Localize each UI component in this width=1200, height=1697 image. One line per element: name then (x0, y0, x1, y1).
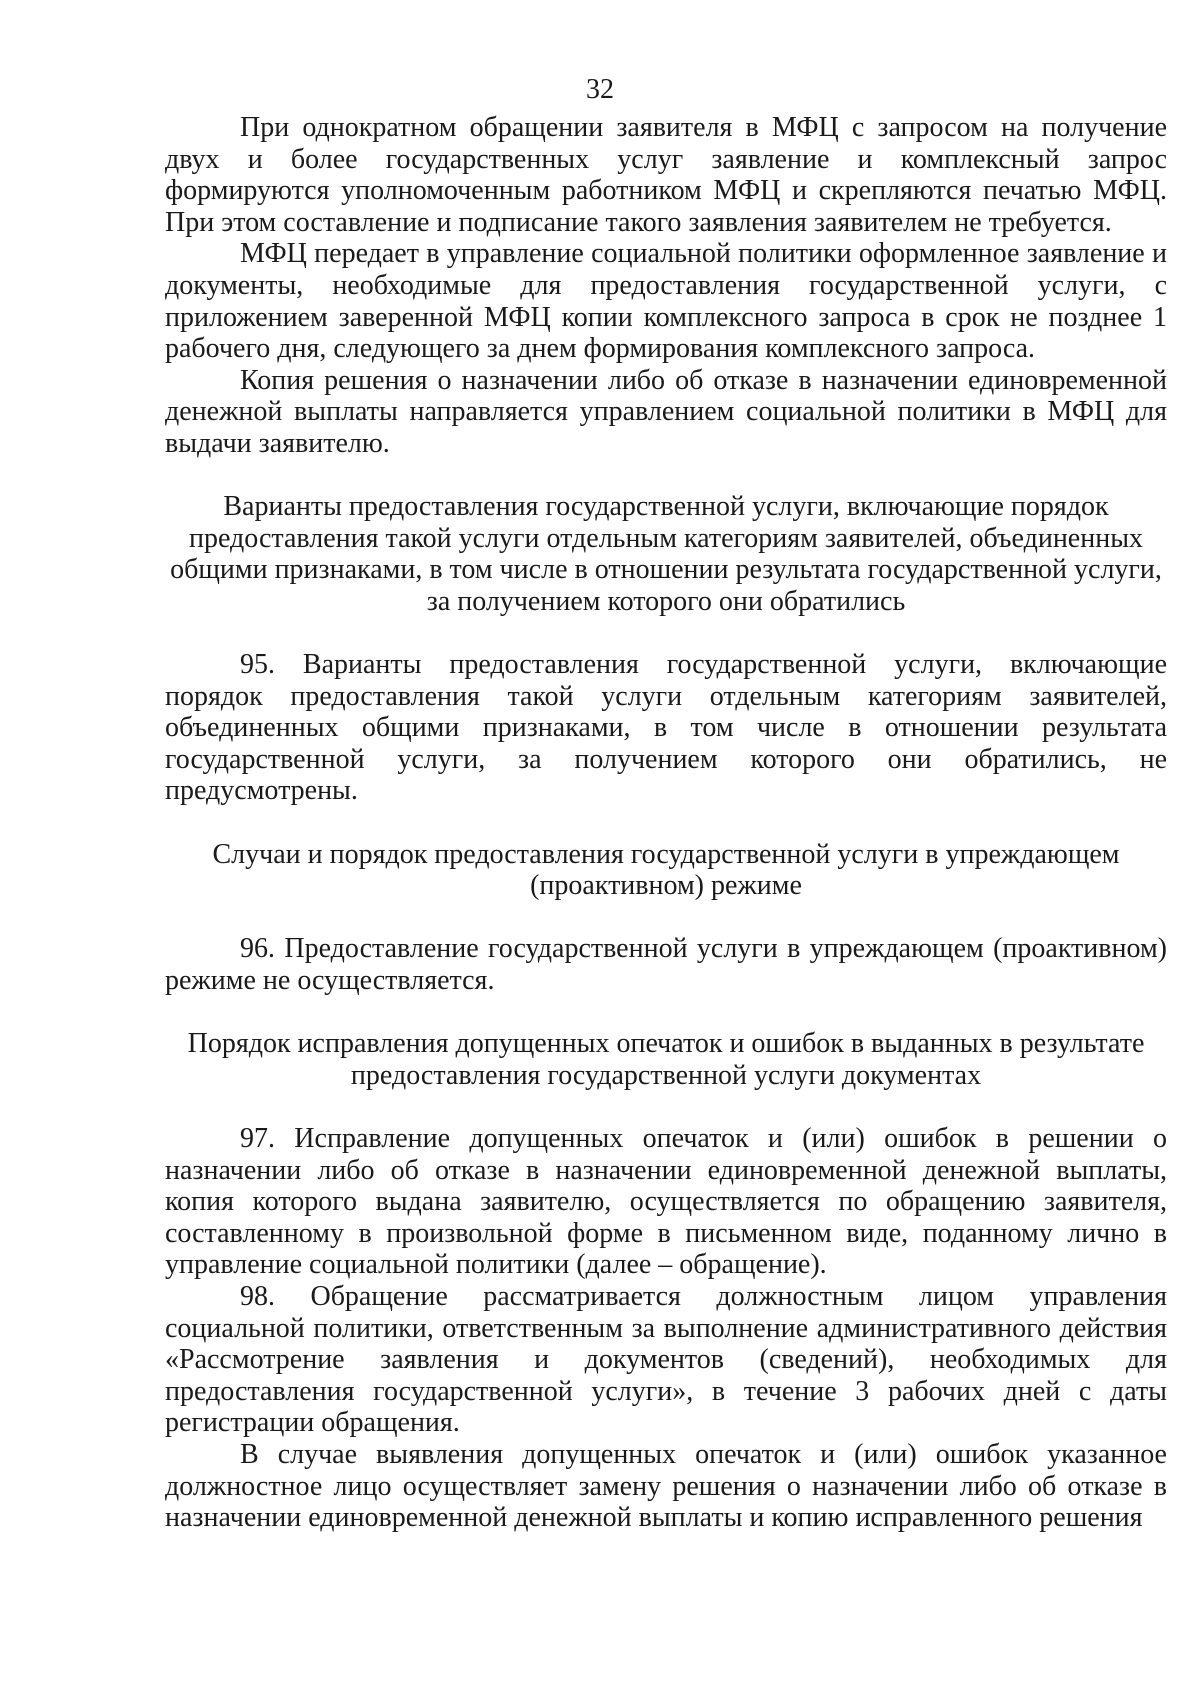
section-heading-proactive: Случаи и порядок предоставления государственной услуги в упреждающем (проактивном) режиме (212, 838, 1120, 902)
paragraph-95: 95. Варианты предоставления государственной услуги, включающие порядок предоставления такой услуги отдельным категориям заявителей, объединенных общими признаками, в том числе в отношении результата государственной услуги, за получением которого они обратились, не предусмотрены. (165, 649, 1167, 807)
paragraph-97: 97. Исправление допущенных опечаток и (или) ошибок в решении о назначении либо об отказе в назначении единовременной денежной выплаты, копия которого выдана заявителю, осуществляется по обращению заявителя, составленному в произвольной форме в письменном виде, поданному лично в управление социальной политики (далее – обращение). (165, 1123, 1167, 1281)
spacer (165, 460, 1167, 492)
spacer (165, 807, 1167, 839)
spacer (165, 902, 1167, 934)
paragraph-98: 98. Обращение рассматривается должностным лицом управления социальной политики, ответственным за выполнение административного действия «Рассмотрение заявления и документов (сведений), необходимых для предоставления государственной услуги», в течение 3 рабочих дней с даты регистрации обращения. (165, 1280, 1167, 1439)
paragraph-mfc-complex-request: При однократном обращении заявителя в МФЦ с запросом на получение двух и более государственных услуг заявление и комплексный запрос формируются уполномоченным работником МФЦ и скрепляются печатью МФЦ. При этом составление и подписание такого заявления заявителем не требуется. (165, 112, 1167, 238)
paragraph-error-replacement: В случае выявления допущенных опечаток и (или) ошибок указанное должностное лицо осуществляет замену решения о назначении либо об отказе в назначении единовременной денежной выплаты и копию исправленного решения (165, 1438, 1167, 1534)
page-number: 32 (586, 74, 614, 105)
section-heading-variants: Варианты предоставления государственной услуги, включающие порядок предоставления такой услуги отдельным категориям заявителей, объединенных общими признаками, в том числе в отношении результата государственной услуги, за получением которого они обратились (170, 491, 1162, 617)
document-body (165, 112, 1167, 1534)
paragraph-96: 96. Предоставление государственной услуги в упреждающем (проактивном) режиме не осуществляется. (165, 933, 1167, 997)
spacer (165, 618, 1167, 650)
paragraph-decision-copy: Копия решения о назначении либо об отказе в назначении единовременной денежной выплаты направляется управлением социальной политики в МФЦ для выдачи заявителю. (165, 364, 1167, 459)
spacer (165, 997, 1167, 1029)
paragraph-mfc-transfer: МФЦ передает в управление социальной политики оформленное заявление и документы, необходимые для предоставления государственной услуги, с приложением заверенной МФЦ копии комплексного запроса в срок не позднее 1 рабочего дня, следующего за днем формирования комплексного запроса. (165, 238, 1167, 365)
section-heading-corrections: Порядок исправления допущенных опечаток и ошибок в выданных в результате предоставления государственной услуги документах (187, 1028, 1145, 1091)
spacer (165, 1091, 1167, 1123)
